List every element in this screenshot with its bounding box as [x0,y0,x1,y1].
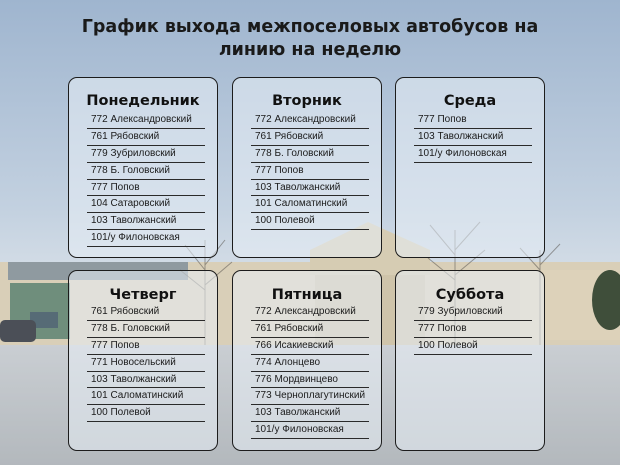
route-item: 777 Попов [251,163,369,180]
route-item: 101 Саломатинский [251,196,369,213]
day-card-thursday [68,270,218,451]
day-title: Суббота [435,287,505,303]
route-item: 777 Попов [414,112,532,129]
route-item: 103 Таволжанский [251,405,369,422]
day-card-saturday [395,270,545,451]
route-item: 772 Александровский [251,304,369,321]
route-item: 777 Попов [87,338,205,355]
route-item: 772 Александровский [251,112,369,129]
route-item: 766 Исакиевский [251,338,369,355]
day-title: Пятница [271,287,343,303]
route-item: 100 Полевой [414,338,532,355]
route-item: 101/у Филоновская [414,146,532,163]
route-item: 761 Рябовский [87,304,205,321]
route-list [233,304,381,439]
route-item: 773 Черноплагутинский [251,388,369,405]
route-item: 761 Рябовский [87,129,205,146]
route-item: 779 Зубриловский [87,146,205,163]
route-item: 100 Полевой [87,405,205,422]
day-card-friday [232,270,382,451]
route-item: 101/у Филоновская [251,422,369,439]
day-card-tuesday [232,77,382,258]
route-item: 779 Зубриловский [414,304,532,321]
route-list [69,304,217,422]
route-item: 778 Б. Головский [87,163,205,180]
title-line-2: линию на неделю [218,40,402,60]
route-list [69,112,217,247]
day-title: Вторник [272,93,342,109]
route-item: 777 Попов [414,321,532,338]
route-item: 761 Рябовский [251,321,369,338]
day-title: Четверг [109,287,177,303]
route-item: 772 Александровский [87,112,205,129]
route-item: 101/у Филоновская [87,230,205,247]
route-item: 103 Таволжанский [87,213,205,230]
day-title: Среда [443,93,497,109]
route-item: 771 Новосельский [87,355,205,372]
day-card-wednesday [395,77,545,258]
route-item: 103 Таволжанский [251,180,369,197]
title-line-1: График выхода межпоселовых автобусов на [81,17,539,37]
route-item: 777 Попов [87,180,205,197]
route-list [396,304,544,355]
route-item: 100 Полевой [251,213,369,230]
route-list [233,112,381,230]
route-item: 761 Рябовский [251,129,369,146]
day-card-monday [68,77,218,258]
route-item: 778 Б. Головский [87,321,205,338]
route-item: 776 Мордвинцево [251,372,369,389]
route-item: 104 Сатаровский [87,196,205,213]
page-title [0,16,620,62]
route-item: 774 Алонцево [251,355,369,372]
route-item: 778 Б. Головский [251,146,369,163]
day-title: Понедельник [86,93,200,109]
route-list [396,112,544,163]
route-item: 103 Таволжанский [87,372,205,389]
route-item: 103 Таволжанский [414,129,532,146]
route-item: 101 Саломатинский [87,388,205,405]
